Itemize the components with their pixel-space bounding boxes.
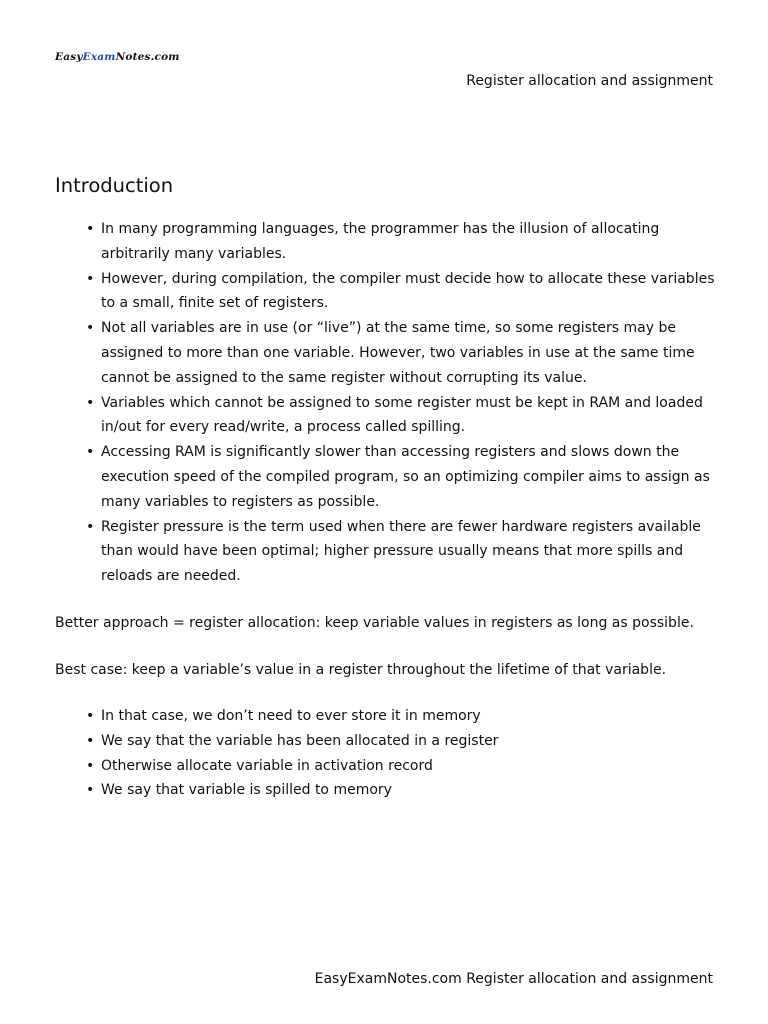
section-heading: Introduction — [55, 174, 174, 197]
list-item — [86, 391, 716, 441]
bullet-icon: • — [86, 518, 95, 535]
site-logo — [55, 51, 180, 63]
bullet-icon: • — [86, 732, 95, 749]
bullet-icon: • — [86, 757, 95, 774]
list-item — [86, 515, 716, 589]
logo-accent: Exam — [82, 51, 116, 63]
list-item — [86, 754, 716, 779]
list-item — [86, 440, 716, 514]
bullet-icon: • — [86, 782, 95, 799]
list-item — [86, 704, 716, 729]
page-footer: EasyExamNotes.com Register allocation and assignment — [314, 971, 713, 987]
list-item-text: However, during compilation, the compiler must decide how to allocate these variables to a small, finite set of registers. — [101, 270, 715, 312]
header-title: Register allocation and assignment — [466, 73, 713, 89]
best-case-bullet-list — [86, 704, 716, 803]
list-item — [86, 778, 716, 803]
bullet-icon: • — [86, 394, 95, 411]
list-item-text: Register pressure is the term used when there are fewer hardware registers available than would have been optimal; higher pressure usually means that more spills and reloads are needed. — [101, 518, 701, 585]
list-item — [86, 267, 716, 317]
bullet-icon: • — [86, 270, 95, 287]
list-item-text: Not all variables are in use (or “live”) at the same time, so some registers may be assigned to more than one variable. However, two variables in use at the same time cannot be assigned to the same register without corrupting its value. — [101, 320, 695, 386]
bullet-icon: • — [86, 444, 95, 461]
better-approach-paragraph: Better approach = register allocation: keep variable values in registers as long as possible. — [55, 615, 694, 631]
list-item-text: We say that variable is spilled to memory — [101, 782, 392, 799]
best-case-paragraph: Best case: keep a variable’s value in a register throughout the lifetime of that variable. — [55, 662, 667, 678]
list-item-text: In many programming languages, the programmer has the illusion of allocating arbitrarily many variables. — [101, 221, 660, 262]
intro-bullet-list — [86, 217, 716, 589]
bullet-icon: • — [86, 320, 95, 337]
list-item — [86, 217, 716, 267]
list-item — [86, 729, 716, 754]
logo-suffix: Notes.com — [115, 51, 180, 63]
list-item-text: Variables which cannot be assigned to some register must be kept in RAM and loaded in/out for every read/write, a process called spilling. — [101, 394, 703, 436]
list-item — [86, 316, 716, 390]
bullet-icon: • — [86, 221, 95, 237]
list-item-text: In that case, we don’t need to ever store it in memory — [101, 708, 481, 724]
bullet-icon: • — [86, 708, 95, 724]
logo-prefix: Easy — [55, 51, 83, 63]
list-item-text: Accessing RAM is significantly slower than accessing registers and slows down the execution speed of the compiled program, so an optimizing compiler aims to assign as many variables to registers as possible. — [101, 444, 710, 510]
list-item-text: We say that the variable has been allocated in a register — [101, 732, 499, 749]
list-item-text: Otherwise allocate variable in activation record — [101, 757, 433, 774]
